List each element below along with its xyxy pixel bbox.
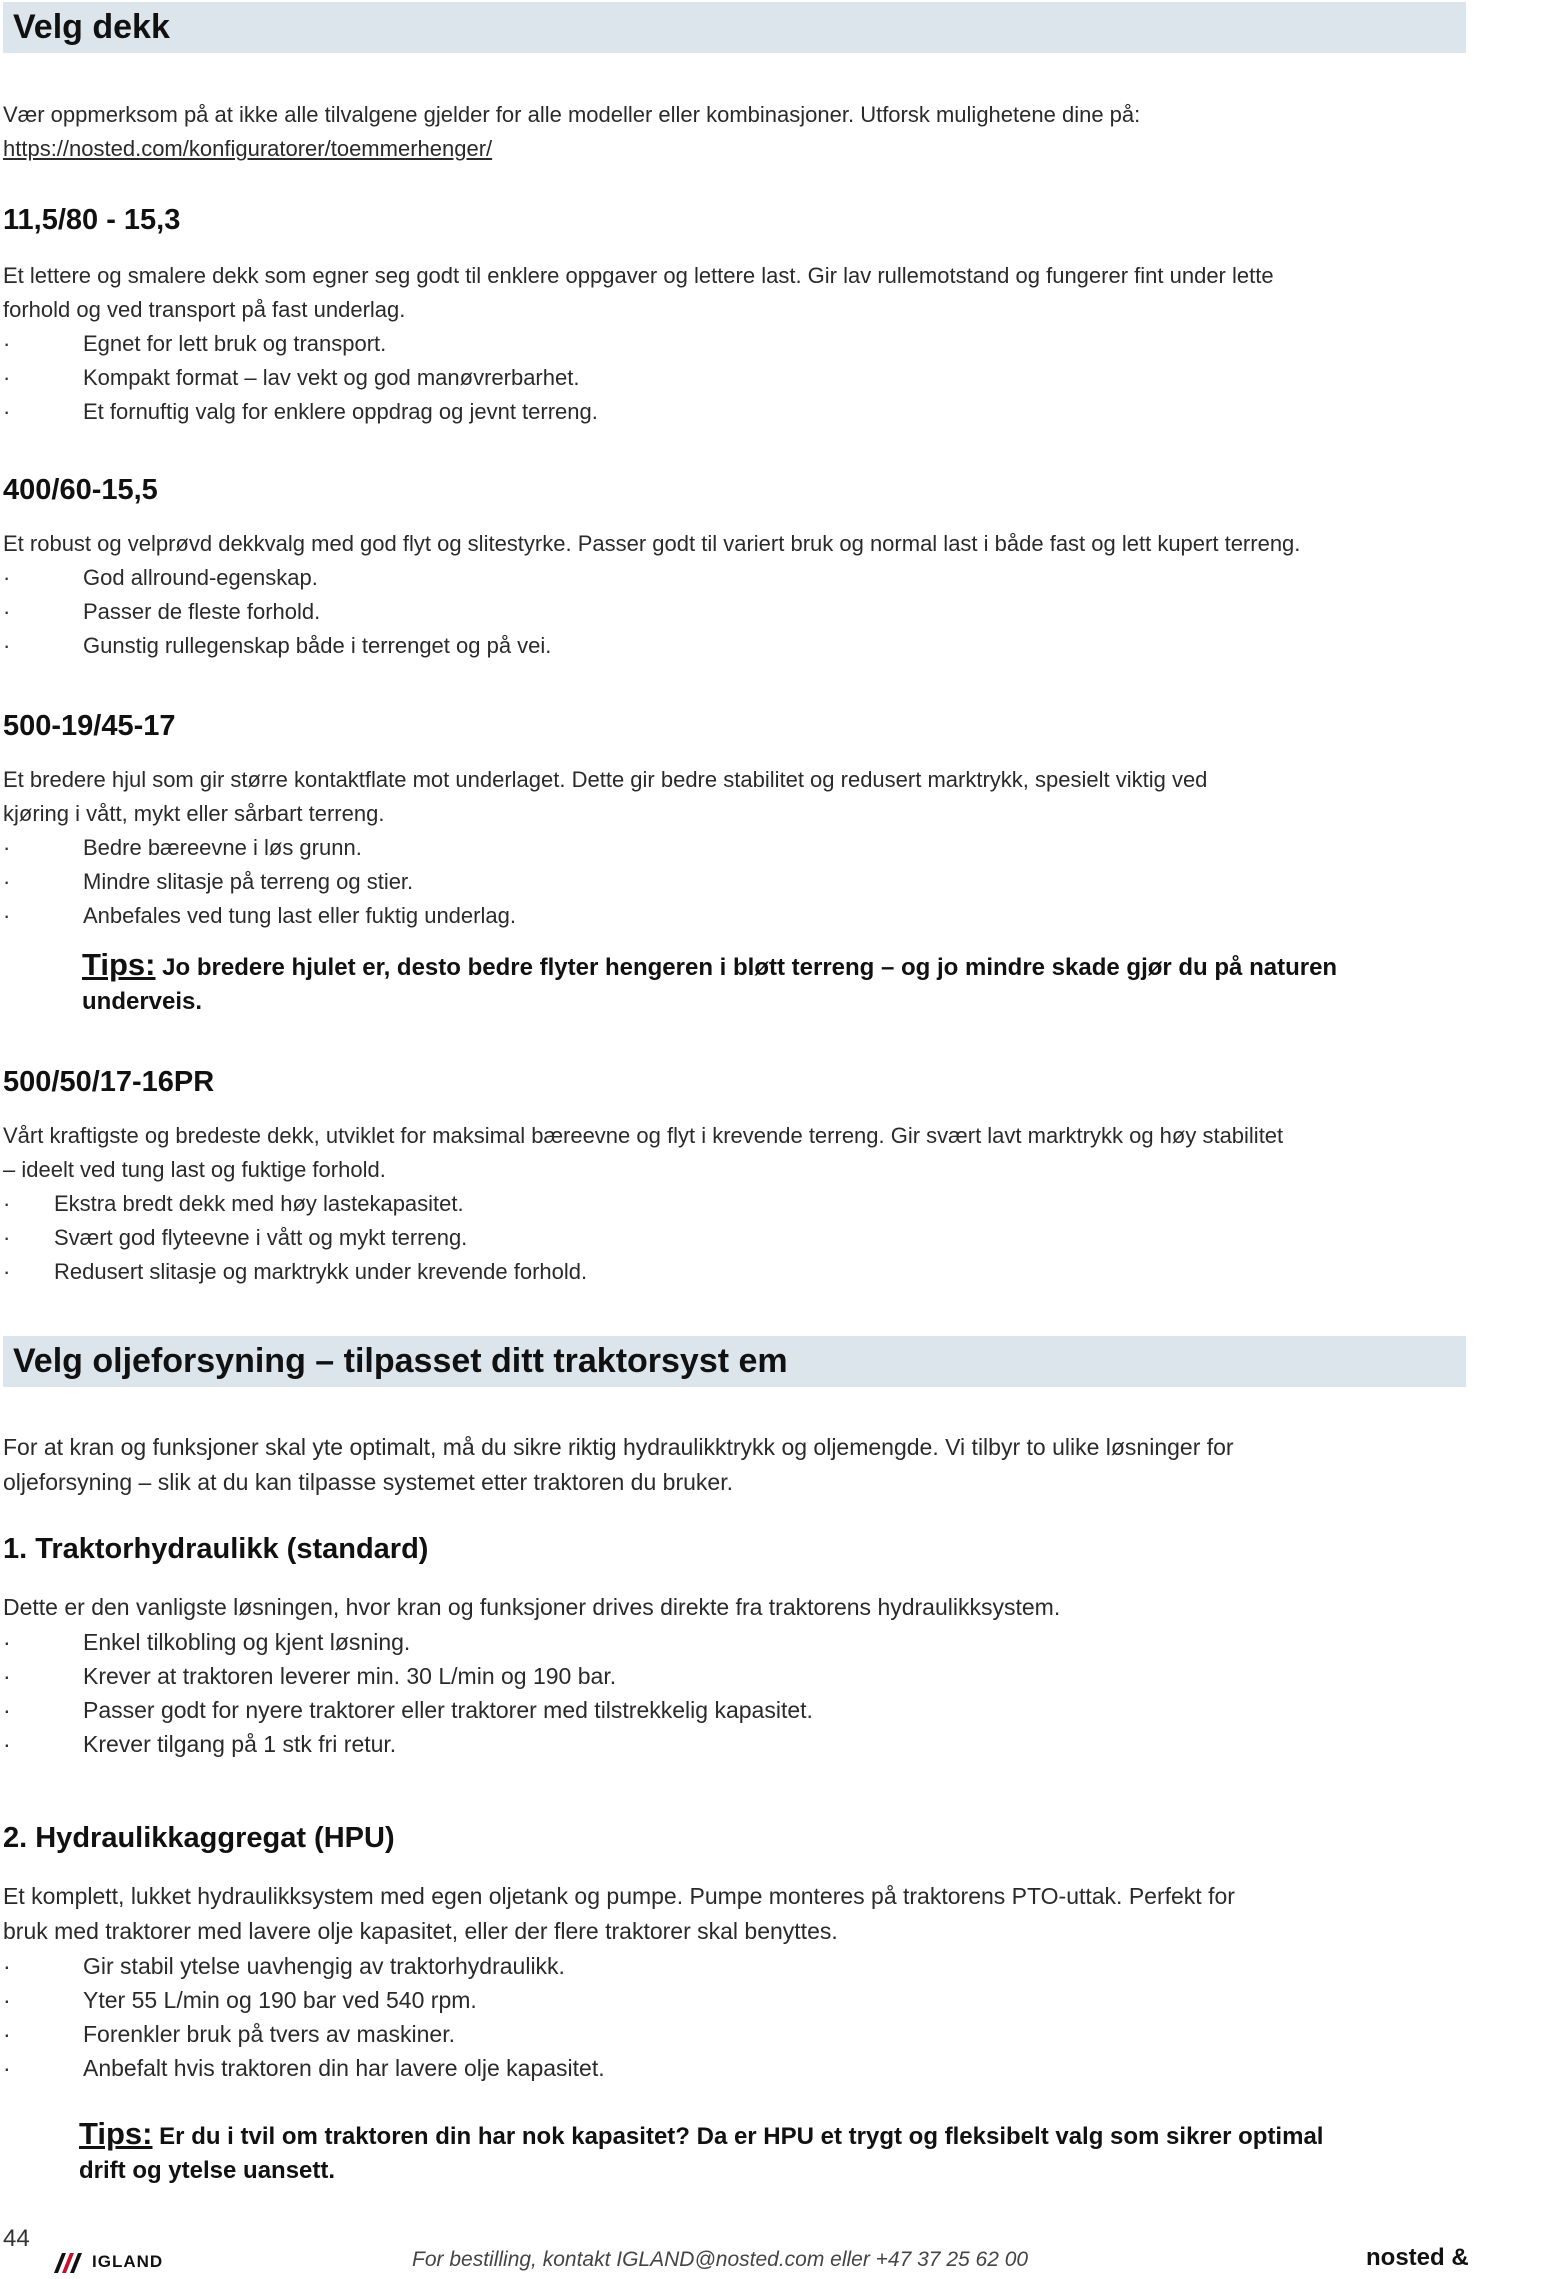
list-item: · Yter 55 L/min og 190 bar ved 540 rpm.: [3, 1987, 477, 2013]
page-number: 44: [3, 2225, 30, 2252]
oil-intro-line1: For at kran og funksjoner skal yte optimalt, må du sikre riktig hydraulikktrykk og oljemengde. Vi tilbyr to ulike løsninger for: [3, 1434, 1234, 1460]
list-item: · Enkel tilkobling og kjent løsning.: [3, 1629, 411, 1655]
tips-text-line1: Jo bredere hjulet er, desto bedre flyter hengeren i bløtt terreng – og jo mindre skade gjør du på naturen: [162, 954, 1338, 981]
tire3-desc-line2: kjøring i vått, mykt eller sårbart terreng.: [3, 801, 385, 826]
tire4-bullets: [3, 1187, 587, 1289]
list-item: · Bedre bæreevne i løs grunn.: [3, 835, 362, 860]
list-item: · Ekstra bredt dekk med høy lastekapasitet.: [3, 1191, 464, 1216]
section-title-oil-supply: Velg oljeforsyning – tilpasset ditt traktorsyst em: [3, 1336, 1466, 1387]
oil2-desc-line1: Et komplett, lukket hydraulikksystem med egen oljetank og pumpe. Pumpe monteres på traktorens PTO-uttak. Perfekt for: [3, 1883, 1235, 1909]
tire1-desc-line2: forhold og ved transport på fast underlag.: [3, 297, 406, 322]
list-item: · Kompakt format – lav vekt og god manøvrerbarhet.: [3, 365, 580, 390]
list-item: · Svært god flyteevne i vått og mykt terreng.: [3, 1225, 468, 1250]
list-item: · Redusert slitasje og marktrykk under krevende forhold.: [3, 1259, 588, 1284]
tire4-heading: 500/50/17-16PR: [3, 1066, 215, 1098]
list-item: · God allround-egenskap.: [3, 565, 318, 590]
oil2-tips: [79, 2117, 1323, 2188]
list-item: · Anbefales ved tung last eller fuktig underlag.: [3, 903, 516, 928]
oil2-bullets: [3, 1949, 605, 2085]
tire4-desc-line1: Vårt kraftigste og bredeste dekk, utviklet for maksimal bæreevne og flyt i krevende terreng. Gir svært lavt marktrykk og høy stabilitet: [3, 1123, 1284, 1148]
list-item: · Krever at traktoren leverer min. 30 L/min og 190 bar.: [3, 1663, 617, 1689]
igland-logo-text: IGLAND: [92, 2252, 164, 2271]
tips-text-line1: Er du i tvil om traktoren din har nok kapasitet? Da er HPU et trygt og fleksibelt valg som sikrer optimal: [159, 2123, 1324, 2150]
list-item: · Mindre slitasje på terreng og stier.: [3, 869, 414, 894]
tire4-desc-line2: – ideelt ved tung last og fuktige forhold.: [3, 1157, 386, 1182]
tire3-tips: [82, 948, 1337, 1019]
oil2-desc-line2: bruk med traktorer med lavere olje kapasitet, eller der flere traktorer skal benyttes.: [3, 1918, 838, 1944]
tire1-heading: 11,5/80 - 15,3: [3, 204, 181, 236]
tire2-heading: 400/60-15,5: [3, 474, 158, 506]
tips-text-line2: drift og ytelse uansett.: [79, 2157, 336, 2184]
tire3-heading: 500-19/45-17: [3, 710, 176, 742]
oil-intro-line2: oljeforsyning – slik at du kan tilpasse systemet etter traktoren du bruker.: [3, 1469, 733, 1495]
tire3-bullets: [3, 831, 516, 933]
list-item: · Passer de fleste forhold.: [3, 599, 321, 624]
oil1-bullets: [3, 1625, 813, 1761]
tips-text-line2: underveis.: [82, 988, 203, 1015]
oil1-heading: 1. Traktorhydraulikk (standard): [3, 1533, 429, 1565]
list-item: · Anbefalt hvis traktoren din har lavere olje kapasitet.: [3, 2055, 605, 2081]
tire3-desc-line1: Et bredere hjul som gir større kontaktflate mot underlaget. Dette gir bedre stabilitet og redusert marktrykk, spesielt viktig ved: [3, 767, 1208, 792]
list-item: · Et fornuftig valg for enklere oppdrag og jevnt terreng.: [3, 399, 598, 424]
tips-label: Tips:: [82, 947, 156, 982]
igland-mark-icon: [52, 2249, 86, 2275]
list-item: · Passer godt for nyere traktorer eller traktorer med tilstrekkelig kapasitet.: [3, 1697, 813, 1723]
configurator-link[interactable]: https://nosted.com/konfiguratorer/toemmerhenger/: [3, 136, 493, 161]
tire1-desc-line1: Et lettere og smalere dekk som egner seg godt til enklere oppgaver og lettere last. Gir lav rullemotstand og fungerer fint under lette: [3, 263, 1274, 288]
tire1-bullets: [3, 327, 598, 429]
nosted-logo: nosted &: [1366, 2244, 1469, 2271]
tips-label: Tips:: [79, 2116, 153, 2151]
tires-intro: Vær oppmerksom på at ikke alle tilvalgene gjelder for alle modeller eller kombinasjoner. Utforsk mulighetene dine på:: [3, 102, 1141, 127]
oil1-desc-line1: Dette er den vanligste løsningen, hvor kran og funksjoner drives direkte fra traktorens hydraulikksystem.: [3, 1594, 1061, 1620]
footer-contact: For bestilling, kontakt IGLAND@nosted.com eller +47 37 25 62 00: [412, 2248, 1029, 2271]
list-item: · Gir stabil ytelse uavhengig av traktorhydraulikk.: [3, 1953, 565, 1979]
tire2-bullets: [3, 561, 551, 663]
tire2-desc-line1: Et robust og velprøvd dekkvalg med god flyt og slitestyrke. Passer godt til variert bruk og normal last i både fast og lett kupert terreng.: [3, 531, 1301, 556]
list-item: · Krever tilgang på 1 stk fri retur.: [3, 1731, 397, 1757]
oil2-heading: 2. Hydraulikkaggregat (HPU): [3, 1822, 395, 1854]
section-title-tires: Velg dekk: [3, 2, 1466, 53]
list-item: · Forenkler bruk på tvers av maskiner.: [3, 2021, 455, 2047]
igland-logo: [52, 2248, 163, 2276]
list-item: · Egnet for lett bruk og transport.: [3, 331, 387, 356]
list-item: · Gunstig rullegenskap både i terrenget og på vei.: [3, 633, 552, 658]
